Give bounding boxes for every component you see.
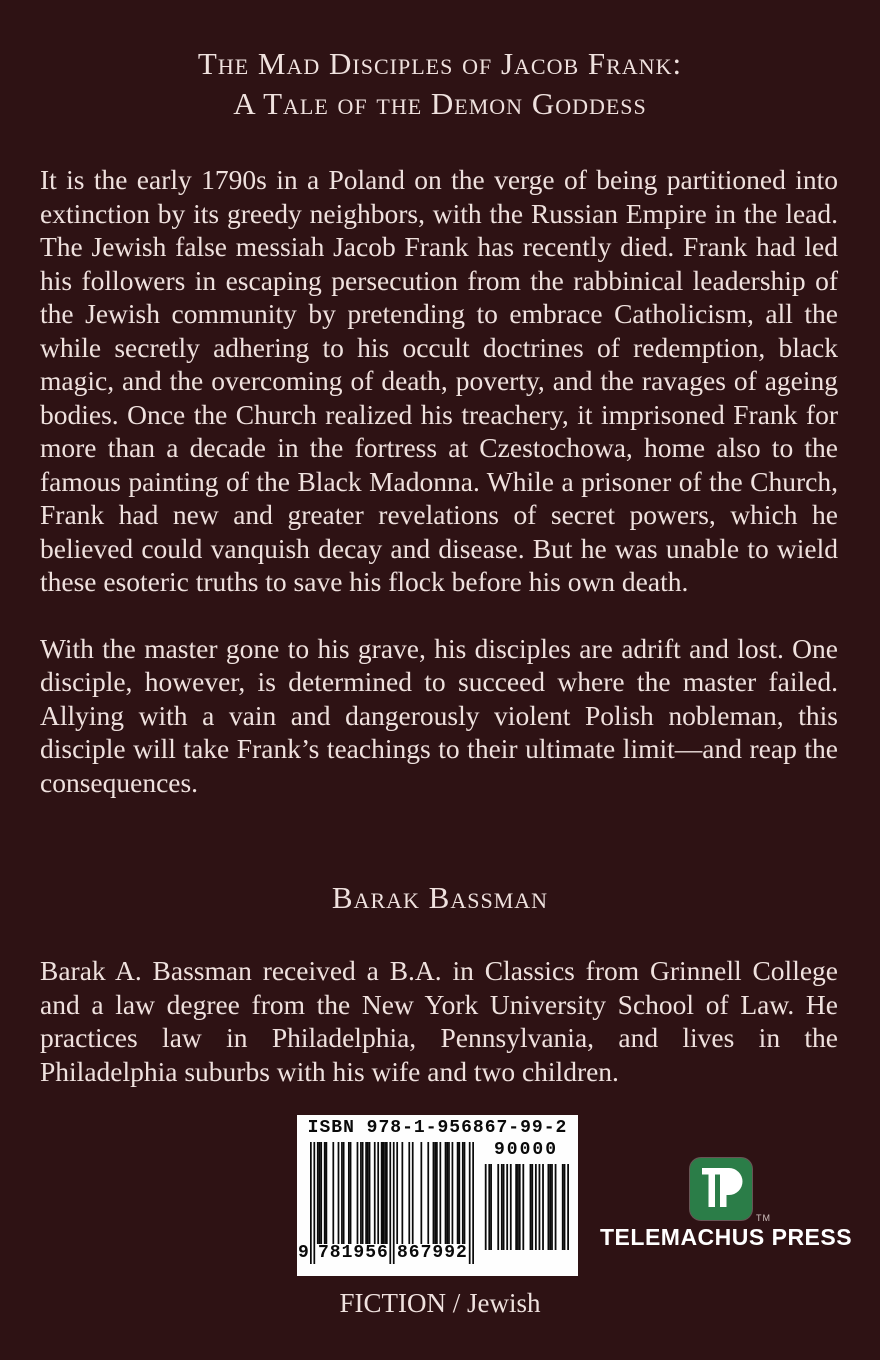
isbn-barcode-panel bbox=[297, 1115, 578, 1276]
synopsis-paragraph-2: With the master gone to his grave, his disciples are adrift and lost. One disciple, however, is determined to succeed where the master failed. Allying with a vain and dangerously violent Polish nobleman, this disciple will take Frank’s teachings to their ultimate limit—and reap the consequences. bbox=[40, 632, 838, 798]
author-name: Barak Bassman bbox=[331, 880, 549, 915]
telemachus-logo bbox=[690, 1158, 752, 1220]
trademark-symbol: TM bbox=[756, 1213, 771, 1223]
tp-monogram-icon bbox=[690, 1158, 752, 1220]
barcode-digit-group-1: 781956 bbox=[318, 1243, 389, 1263]
publisher-logo-block bbox=[600, 1158, 853, 1258]
barcode-digit-group-2: 867992 bbox=[397, 1243, 468, 1263]
synopsis-paragraph-1: It is the early 1790s in a Poland on the verge of being partitioned into extinction by its greedy neighbors, with the Russian Empire in the lead. The Jewish false messiah Jacob Frank has recently died. Frank had led his followers in escaping persecution from the rabbinical leadership of the Jewish community by pretending to embrace Catholicism, all the while secretly adhering to his occult doctrines of redemption, black magic, and the overcoming of death, poverty, and the ravages of ageing bodies. Once the Church realized his treachery, it imprisoned Frank for more than a decade in the fortress at Czestochowa, home also to the famous painting of the Black Madonna. While a prisoner of the Church, Frank had new and greater revelations of secret powers, which he believed could vanquish decay and disease. But he was unable to wield these esoteric truths to save his flock before his own death. bbox=[40, 164, 838, 597]
synopsis bbox=[40, 163, 838, 799]
book-title-line1: The Mad Disciples of Jacob Frank: bbox=[197, 46, 683, 81]
barcode-check-digit: 9 bbox=[298, 1243, 310, 1263]
book-title-line2: A Tale of the Demon Goddess bbox=[233, 86, 647, 121]
genre-category: FICTION / Jewish bbox=[339, 1288, 541, 1318]
isbn-number: ISBN 978-1-956867-99-2 bbox=[307, 1118, 568, 1138]
publisher-name: TELEMACHUS PRESS bbox=[600, 1224, 853, 1250]
ean5-supplement-barcode-icon bbox=[483, 1164, 569, 1250]
author-bio: Barak A. Bassman received a B.A. in Classics from Grinnell College and a law degree from the New York University School of Law. He practices law in Philadelphia, Pennsylvania, and lives in the Philadelphia suburbs with his wife and two children. bbox=[40, 955, 838, 1087]
book-title bbox=[0, 44, 880, 124]
barcode-price-code: 90000 bbox=[493, 1140, 558, 1160]
